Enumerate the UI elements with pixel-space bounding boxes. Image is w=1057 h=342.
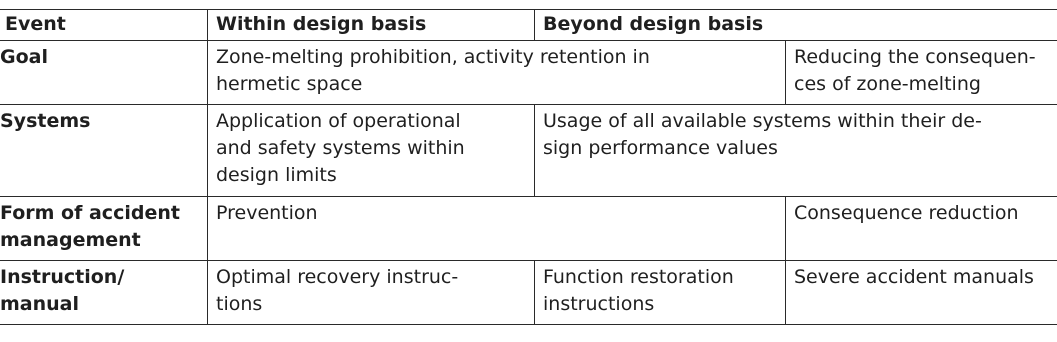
form-within-cell	[208, 197, 786, 261]
row-label-line: Systems	[0, 110, 91, 132]
cell-line: and safety systems within	[216, 137, 465, 159]
cell-line: Reducing the consequen-	[794, 46, 1036, 68]
header-event: Event	[0, 10, 208, 41]
cell-line: Zone-melting prohibition, activity retention in	[216, 46, 650, 68]
header-beyond-design-basis: Beyond design basis	[535, 10, 1057, 41]
cell-line: Usage of all available systems within their de-	[543, 110, 982, 132]
systems-within-cell	[208, 105, 535, 197]
table-row-instruction-manual	[0, 261, 1057, 325]
cell-line: Prevention	[216, 202, 318, 224]
table-header-row	[0, 10, 1057, 41]
row-label-line: Form of accident	[0, 202, 180, 224]
row-label-systems	[0, 105, 208, 197]
row-label-instruction-manual	[0, 261, 208, 325]
form-beyond-cell	[786, 197, 1057, 261]
accident-management-table	[0, 9, 1057, 325]
goal-within-cell	[208, 41, 786, 105]
cell-line: design limits	[216, 164, 337, 186]
table-row-systems	[0, 105, 1057, 197]
row-label-line: management	[0, 229, 141, 251]
cell-line: Function restoration	[543, 266, 734, 288]
cell-line: Application of operational	[216, 110, 461, 132]
row-label-form-of-accident-management	[0, 197, 208, 261]
systems-beyond-cell	[535, 105, 1057, 197]
cell-line: Severe accident manuals	[794, 266, 1034, 288]
instruction-within-cell	[208, 261, 535, 325]
instruction-beyond-cell-2	[786, 261, 1057, 325]
cell-line: ces of zone-melting	[794, 73, 981, 95]
header-within-design-basis: Within design basis	[208, 10, 535, 41]
table-row-goal	[0, 41, 1057, 105]
cell-line: tions	[216, 293, 263, 315]
row-label-line: Goal	[0, 46, 48, 68]
row-label-line: Instruction/	[0, 266, 125, 288]
cell-line: sign performance values	[543, 137, 778, 159]
cell-line: hermetic space	[216, 73, 363, 95]
row-label-line: manual	[0, 293, 80, 315]
row-label-goal	[0, 41, 208, 105]
goal-beyond-cell	[786, 41, 1057, 105]
cell-line: instructions	[543, 293, 655, 315]
instruction-beyond-cell-1	[535, 261, 786, 325]
table-row-form-of-accident-management	[0, 197, 1057, 261]
cell-line: Consequence reduction	[794, 202, 1019, 224]
cell-line: Optimal recovery instruc-	[216, 266, 459, 288]
